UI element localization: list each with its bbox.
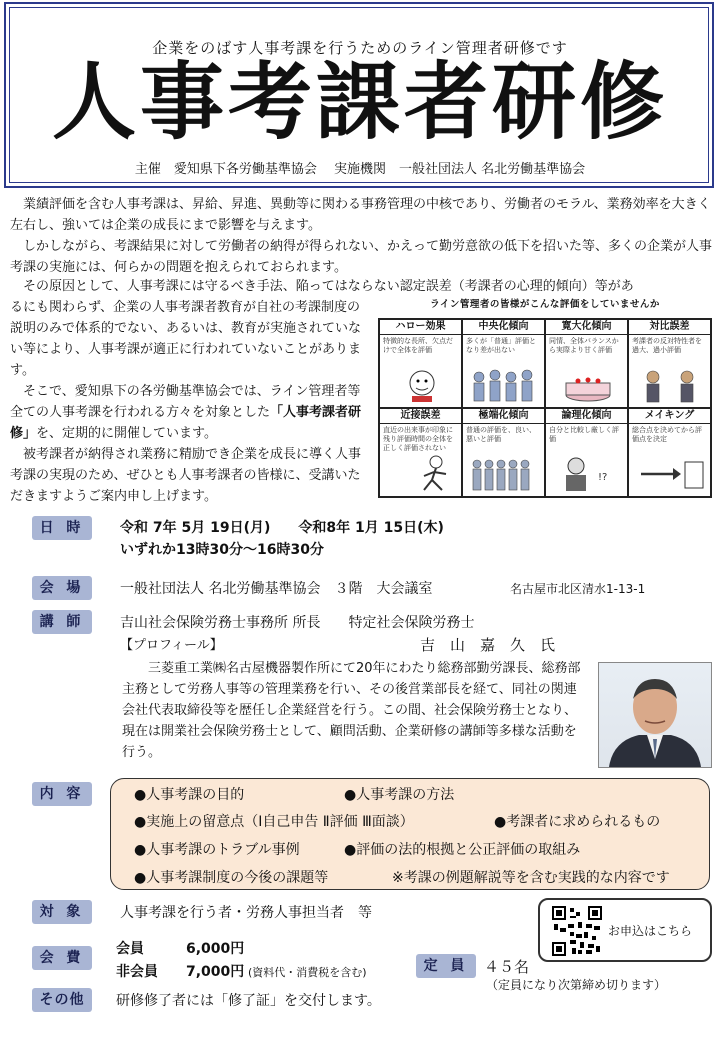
matrix-cell-title: 近接誤差	[380, 409, 461, 424]
matrix-cell-desc: 考課者の反対特性者を過大、過小評価	[632, 337, 702, 354]
lecturer-photo	[598, 662, 712, 768]
venue-label: 会 場	[32, 576, 92, 600]
content-item: ●考課者に求められるもの	[494, 814, 661, 830]
crowd-illustration-icon	[467, 365, 543, 403]
content-item: ●実施上の留意点（Ⅰ自己申告 Ⅱ評価 Ⅲ面談）	[134, 814, 414, 830]
matrix-cell-desc: 総合点を決めてから評価点を決定	[632, 426, 702, 443]
runner-illustration-icon	[384, 454, 460, 492]
matrix-cell-title: 極端化傾向	[463, 409, 544, 424]
matrix-cell-lenient	[545, 319, 628, 408]
page-title: 人事考課者研修	[51, 53, 668, 151]
intro-paragraph-1: 業績評価を含む人事考課は、昇給、昇進、異動等に関わる事務管理の中核であり、労働者のモラル、業務効率を大きく左右し、強いては企業の成長にまで影響を与えます。	[10, 197, 711, 233]
matrix-cell-title: 論理化傾向	[546, 409, 627, 424]
content-note: ※考課の例題解説等を含む実践的な内容です	[392, 870, 670, 886]
matrix-cell-title: ハロー効果	[380, 320, 461, 335]
fee-label: 会 費	[32, 946, 92, 970]
content-item: ●人事考課のトラブル事例	[134, 842, 300, 858]
target-label: 対 象	[32, 900, 92, 924]
matrix-cell-proximity	[379, 408, 462, 497]
evaluation-error-matrix	[378, 318, 712, 498]
qr-label[interactable]: お申込はこちら	[608, 924, 693, 938]
qr-code-icon[interactable]	[552, 906, 602, 956]
intro-paragraph-5: 被考課者が納得され業務に精励でき企業を成長に導く人事考課の実現のため、ぜひとも人事考課者の皆様に、受講いただきますようご案内申し上げます。	[10, 447, 362, 504]
content-item: ●人事考課の方法	[344, 787, 455, 803]
matrix-title: ライン管理者の皆様がこんな評価をしていませんか	[430, 299, 660, 310]
matrix-cell-logical	[545, 408, 628, 497]
target-text: 人事考課を行う者・労務人事担当者 等	[120, 905, 372, 921]
intro-paragraph-3-rest: るにも関わらず、企業の人事考課者教育が自社の考課制度の説明のみで体系的でない、あるいは、教育が実施されていない等により、人事考課が適正に行われていないことがあります。	[10, 300, 362, 378]
matrix-cell-making	[628, 408, 711, 497]
matrix-cell-title: メイキング	[629, 409, 710, 424]
intro-p4-bold: 「人事考課者研修」	[10, 405, 362, 441]
matrix-cell-contrast	[628, 319, 711, 408]
venue-address: 名古屋市北区清水1-13-1	[510, 582, 646, 596]
people-illustration-icon	[633, 365, 709, 403]
other-text: 研修修了者には「修了証」を交付します。	[116, 993, 381, 1009]
intro-p4-post: を、定期的に開催しています。	[36, 426, 217, 441]
matrix-cell-desc: 特徴的な長所、欠点だけで全体を評価	[383, 337, 453, 354]
lecturer-title: 吉山社会保険労務士事務所 所長 特定社会保険労務士	[120, 615, 475, 631]
matrix-cell-halo	[379, 319, 462, 408]
matrix-cell-title: 中央化傾向	[463, 320, 544, 335]
person-illustration-icon	[384, 365, 460, 403]
matrix-cell-desc: 普通の評価を、良い、悪いと評価	[466, 426, 536, 443]
schedule-label: 日 時	[32, 516, 92, 540]
other-label: その他	[32, 988, 92, 1012]
cake-illustration-icon	[550, 365, 626, 403]
fee-nonmember-price: 7,000円	[186, 964, 245, 980]
arrow-score-icon	[633, 454, 709, 492]
boss-illustration-icon	[550, 454, 626, 492]
application-qr-box[interactable]	[538, 898, 712, 962]
profile-heading: 【プロフィール】	[120, 638, 223, 653]
lecturer-name: 吉 山 嘉 久 氏	[420, 636, 556, 654]
matrix-cell-title: 対比誤差	[629, 320, 710, 335]
matrix-cell-extreme	[462, 408, 545, 497]
fee-note: (資料代・消費税を含む)	[248, 966, 367, 979]
matrix-cell-desc: 同情、全体バランスから実際より甘く評価	[549, 337, 619, 354]
organizer-line: 主催 愛知県下各労働基準協会 実施機関 一般社団法人 名北労働基準協会	[134, 162, 586, 177]
venue-name: 一般社団法人 名北労働基準協会 ３階 大会議室	[120, 581, 433, 597]
intro-paragraph-4	[10, 381, 368, 444]
matrix-cell-title: 寛大化傾向	[546, 320, 627, 335]
capacity-note: （定員になり次第締め切ります）	[486, 978, 667, 992]
matrix-cell-desc: 直近の出来事が印象に残り評価時間の全体を正しく評価されない	[383, 426, 453, 452]
matrix-cell-central	[462, 319, 545, 408]
lecturer-label: 講 師	[32, 610, 92, 634]
capacity-value: ４５名	[484, 958, 530, 976]
capacity-label: 定 員	[416, 954, 476, 978]
schedule-time: いずれか13時30分～16時30分	[120, 542, 324, 558]
matrix-cell-desc: 多くが「普通」評価となり差が出ない	[466, 337, 536, 354]
content-item: ●人事考課の目的	[134, 787, 245, 803]
portrait-icon	[599, 663, 711, 767]
intro-paragraph-3-start: その原因として、人事考課には守るべき手法、陥ってはならない認定誤差（考課者の心理的傾向）等があ	[10, 279, 634, 294]
intro-paragraph-2: しかしながら、考課結果に対して労働者の納得が得られない、かえって勤労意欲の低下を招いた等、多くの企業が人事考課の実施には、何らかの問題を抱えられておられます。	[10, 239, 713, 275]
lecturer-profile: 三菱重工業㈱名古屋機器製作所にて20年にわたり総務部勤労課長、総務部主務として労務人事等の管理業務を行い、その後営業部長を経て、同社の関連会社代表取締役等を歴任し企業経営を行う。この間、社会保険労務士となり、現在は開業社会保険労務士として、顧問活動、企業研修の講師等多様な活動を行う。	[122, 661, 581, 760]
fee-member-price: 6,000円	[186, 941, 245, 957]
schedule-dates: 令和 7年 5月 19日(月) 令和8年 1月 15日(木)	[120, 520, 444, 536]
intro-p4-pre: そこで、愛知県下の各労働基準協会では、ライン管理者等全ての人事考課を行われる方々を対象とした	[10, 384, 361, 420]
group-illustration-icon	[467, 454, 543, 492]
matrix-cell-desc: 自分と比較し厳しく評価	[549, 426, 619, 443]
svg-text:!?: !?	[598, 472, 608, 483]
content-item: ●人事考課制度の今後の課題等	[134, 870, 329, 886]
content-item: ●評価の法的根拠と公正評価の取組み	[344, 842, 581, 858]
fee-nonmember-label: 非会員	[116, 964, 158, 980]
fee-member-label: 会員	[116, 941, 144, 957]
header-subtitle: 企業をのばす人事考課を行うためのライン管理者研修です	[152, 39, 568, 57]
contents-label: 内 容	[32, 782, 92, 806]
